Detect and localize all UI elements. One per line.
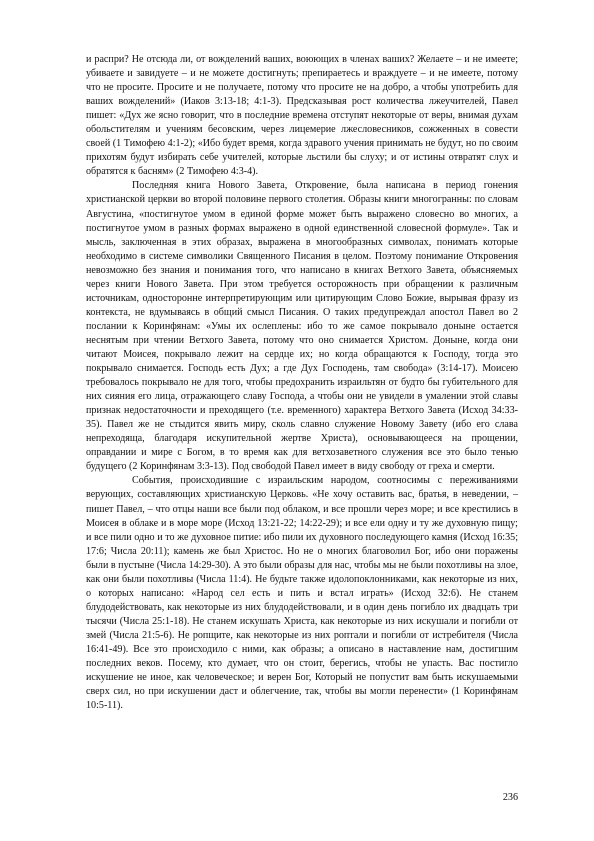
paragraph-3: События, происходившие с израильским народом, соотносимы с переживаниями верующих, составляющих христианскую Церковь. «Не хочу оставить вас, братья, в неведении, – пишет Павел, – что отцы наши все были под облаком, и все прошли через море; и все крестились в Моисея в облаке и в море море (Исход 13:21-22; 14:22-29); и все ели одну и ту же духовную пищу; и все пили одно и то же духовное питие: ибо пили их духовного последующего камня (Исход 16:35; 17:6; Числа 20:11); камень же был Христос. Но не о многих благоволил Бог, ибо они поражены были в пустыне (Числа 14:29-30). А это были образы для нас, чтобы мы не были похотливы на злое, как они были похотливы (Числа 11:4). Не будьте также идолопоклонниками, как некоторые из них, о которых написано: «Народ сел есть и пить и встал играть» (Исход 32:6). Не станем блудодействовать, как некоторые из них блудодействовали, и в один день погибло их двадцать три тысячи (Числа 25:1-18). Не станем искушать Христа, как некоторые из них искушали и погибли от змей (Числа 21:5-6). Не ропщите, как некоторые из них роптали и погибли от истребителя (Числа 16:41-49). Все это происходило с ними, как образы; а описано в наставление нам, достигшим последних веков. Посему, кто думает, что он стоит, берегись, чтобы не упасть. Вас постигло искушение не иное, как человеческое; и верен Бог, Который не попустит вам быть искушаемыми сверх сил, но при искушении даст и облегчение, так, чтобы вы могли перенести» (1 Коринфянам 10:5-11).: [86, 475, 518, 712]
paragraph-2: Последняя книга Нового Завета, Откровение, была написана в период гонения христианской церкви во второй половине первого столетия. Образы книги многогранны: по словам Августина, «постигнутое умом в единой форме может быть выражено словесно во многих, а постигнутое умом в разных формах выражено в одной единственной словесной формуле». Так и мысль, заключенная в этих образах, выражена в многообразных символах, понимать которые необходимо в системе символики Священного Писания в целом. Поэтому понимание Откровения невозможно без знания и понимания того, что написано в книгах Ветхого Завета, объясняемых через книги Нового Завета. При этом требуется осторожность при обращении к различным источникам, односторонне интерпретирующим или цитирующим Слово Божие, вырывая фразу из контекста, не вдумываясь в общий смысл Писания. О таких предупреждал апостол Павел во 2 послании к Коринфянам: «Умы их ослеплены: ибо то же самое покрывало доныне остается неснятым при чтении Ветхого Завета, потому что оно снимается Христом. Доныне, когда они читают Моисея, покрывало лежит на сердце их; но когда обращаются к Господу, тогда это покрывало снимается. Господь есть Дух; а где Дух Господень, там свобода» (3:14-17). Моисею требовалось покрывало не для того, чтобы предохранить израильтян от будто бы губительного для них сияния его лица, отражающего славу Господа, а чтобы они не увидели в умалении этой славы признак недостаточности и преходящего (т.е. временного) характера Ветхого Завета (Исход 34:33-35). Павел же не стыдится явить миру, сколь славно служение Новому Завету (ибо его слава непреходяща, благодаря искупительной жертве Христа), основывающееся на прощении, оправдании и мире с Богом, в то время как для ветхозаветного служения все это было тенью будущего (2 Коринфянам 3:3-13). Под свободой Павел имеет в виду свободу от греха и смерти.: [86, 180, 518, 473]
page-number: 236: [502, 792, 518, 803]
document-page: [86, 53, 518, 713]
paragraph-1: и распри? Не отсюда ли, от вожделений ваших, воюющих в членах ваших? Желаете – и не имеете; убиваете и завидуете – и не можете достигнуть; препираетесь и враждуете – и не имеете, потому что не просите. Просите и не получаете, потому что просите не на добро, а чтобы употребить для ваших вожделений» (Иаков 3:13-18; 4:1-3). Предсказывая рост количества лжеучителей, Павел пишет: «Дух же ясно говорит, что в последние времена отступят некоторые от веры, внимая духам обольстителям и учениям бесовским, через лицемерие лжесловесников, сожженных в совести своей (1 Тимофею 4:1-2); «Ибо будет время, когда здравого учения принимать не будут, но по своим прихотям будут избирать себе учителей, которые льстили бы слуху; и от истины отвратят слух и обратятся к басням» (2 Тимофею 4:3-4).: [86, 54, 518, 178]
